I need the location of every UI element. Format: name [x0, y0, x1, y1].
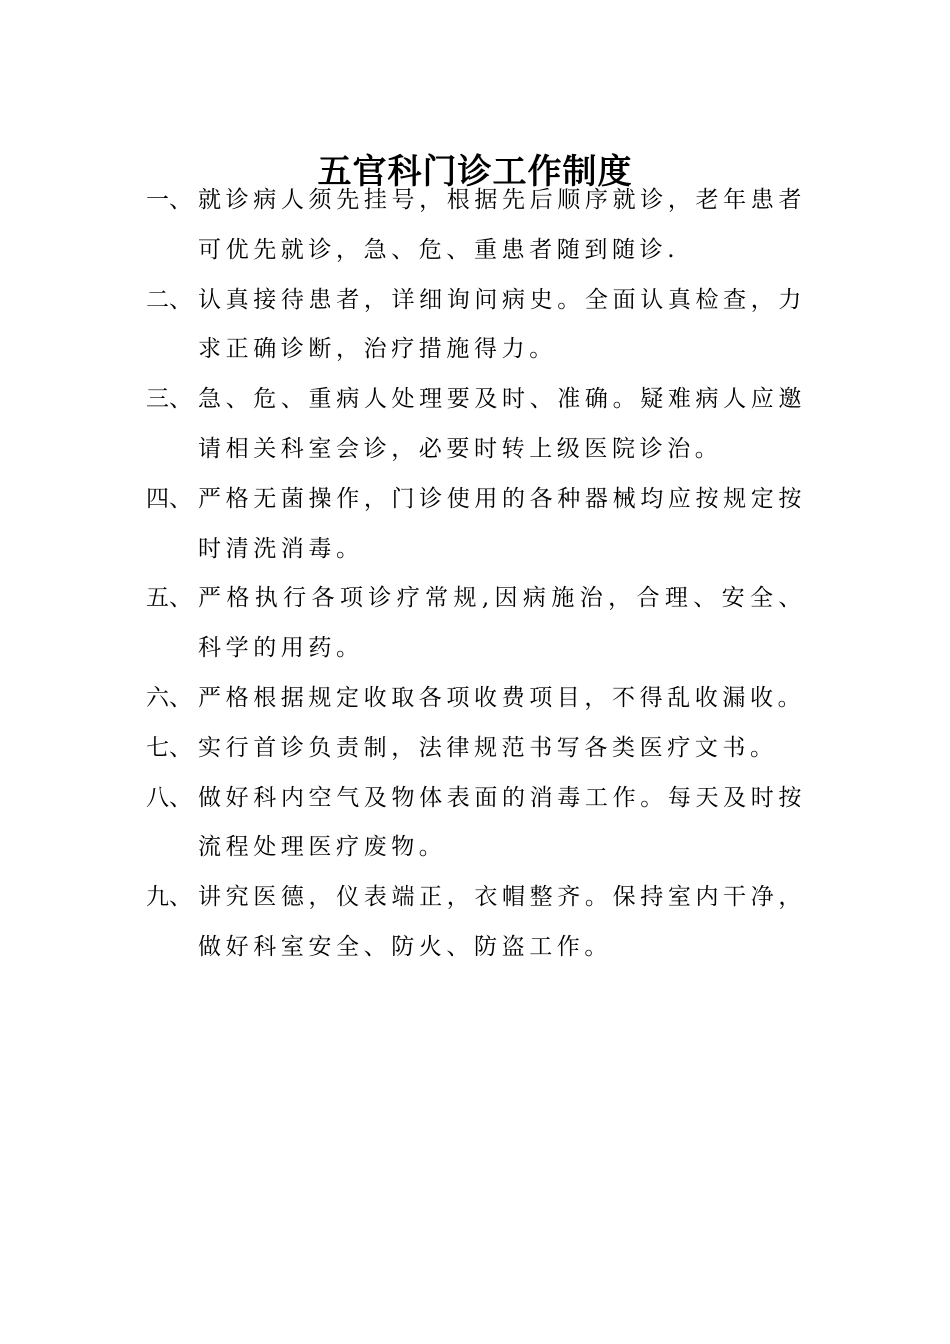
rule-number: 六、: [146, 684, 192, 711]
rule-text: 做好科内空气及物体表面的消毒工作。每天及时按流程处理医疗废物。: [198, 784, 806, 861]
rule-item-9: [146, 873, 806, 973]
rule-item-3: [146, 375, 806, 475]
rule-number: 四、: [146, 485, 192, 512]
rule-number: 七、: [146, 734, 192, 761]
rule-item-8: [146, 774, 806, 874]
rule-number: 九、: [146, 884, 192, 911]
rule-item-6: [146, 674, 806, 724]
rule-text: 严格根据规定收取各项收费项目，不得乱收漏收。: [198, 684, 806, 711]
rule-text: 讲究医德，仪表端正，衣帽整齐。保持室内干净，做好科室安全、防火、防盗工作。: [198, 884, 806, 960]
rule-number: 八、: [146, 784, 192, 811]
rule-number: 二、: [146, 286, 192, 313]
rule-text: 认真接待患者，详细询问病史。全面认真检查，力求正确诊断，治疗措施得力。: [198, 286, 806, 363]
rule-text: 严格无菌操作，门诊使用的各种器械均应按规定按时清洗消毒。: [198, 485, 806, 562]
rule-text: 严格执行各项诊疗常规,因病施治，合理、安全、科学的用药。: [198, 585, 806, 662]
rule-number: 一、: [146, 187, 192, 213]
rule-text: 实行首诊负责制，法律规范书写各类医疗文书。: [198, 734, 778, 761]
rule-number: 三、: [146, 386, 192, 413]
rule-text: 就诊病人须先挂号，根据先后顺序就诊，老年患者可优先就诊，急、危、重患者随到随诊.: [198, 187, 806, 263]
rule-item-5: [146, 574, 806, 674]
rule-item-2: [146, 276, 806, 376]
rules-list: [146, 176, 806, 973]
rule-item-4: [146, 475, 806, 575]
rule-item-7: [146, 724, 806, 774]
document-title: 五官科门诊工作制度: [317, 151, 633, 192]
rule-text: 急、危、重病人处理要及时、准确。疑难病人应邀请相关科室会诊，必要时转上级医院诊治。: [198, 386, 806, 462]
rule-number: 五、: [146, 585, 192, 612]
rule-item-1: [146, 176, 806, 276]
